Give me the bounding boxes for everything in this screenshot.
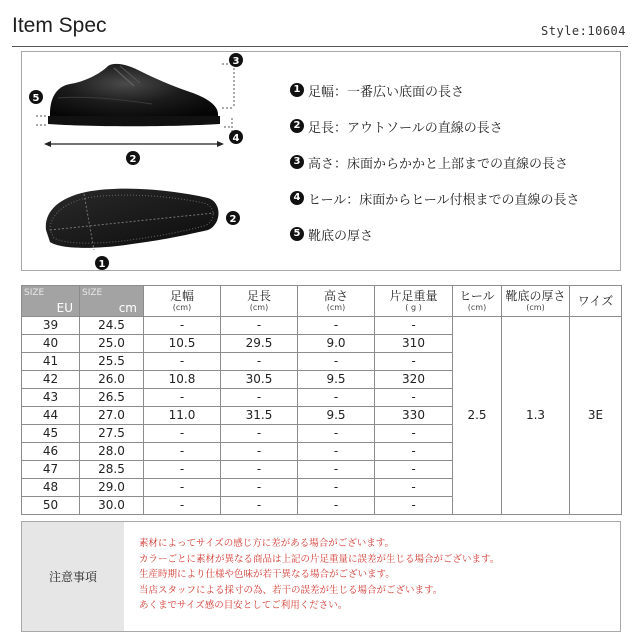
legend-text: 靴底の厚さ	[308, 228, 374, 244]
note-line: あくまでサイズ感の目安としてご利用ください。	[139, 600, 348, 611]
col-header-heel: ヒール (cm)	[453, 286, 502, 317]
col-header-wise: ワイズ	[570, 286, 622, 317]
size-spec-table	[21, 285, 622, 515]
marker-1-icon	[95, 256, 109, 270]
table-row: 40 25.0 10.5 29.5 9.0 310	[22, 335, 622, 353]
sole-thickness-value: 1.3	[502, 317, 570, 515]
legend-text: 高さ：床面からかかと上部までの直線の長さ	[308, 156, 569, 172]
number-1-icon: 1	[290, 83, 304, 97]
svg-text:4: 4	[232, 133, 240, 144]
svg-text:5: 5	[32, 93, 40, 104]
cm-size-header: SIZE cm	[80, 286, 144, 317]
arrow-head-right	[217, 141, 224, 147]
table-row: 48 29.0 - - - -	[22, 479, 622, 497]
table-row: 46 28.0 - - - -	[22, 443, 622, 461]
legend-item-heel	[290, 180, 620, 216]
marker-3-icon	[229, 53, 243, 67]
svg-text:3: 3	[232, 56, 240, 67]
legend-text: 足長：アウトソールの直線の長さ	[308, 120, 503, 136]
style-number: Style:10604	[541, 24, 626, 38]
heel-value: 2.5	[453, 317, 502, 515]
col-header-width: 足幅 (cm)	[144, 286, 221, 317]
svg-text:2: 2	[129, 154, 137, 165]
number-5-icon: 5	[290, 227, 304, 241]
table-row: 47 28.5 - - - -	[22, 461, 622, 479]
notes-label: 注意事項	[22, 522, 124, 631]
legend-item-width	[290, 72, 620, 108]
marker-4-icon	[229, 130, 243, 144]
shoe-side-view	[48, 64, 220, 126]
table-row: 43 26.5 - - - -	[22, 389, 622, 407]
legend-text: 足幅：一番広い底面の長さ	[308, 84, 465, 100]
shoe-diagram	[22, 52, 282, 272]
note-line: 生産時期により仕様や色味が若干異なる場合がございます。	[139, 569, 395, 580]
table-row: 39 24.5 - - - - 2.5 1.3 3E	[22, 317, 622, 335]
note-line: 素材によってサイズの感じ方に差がある場合がございます。	[139, 538, 394, 549]
note-line: 当店スタッフによる採寸の為、若干の誤差が生じる場合がございます。	[139, 584, 443, 596]
table-row: 41 25.5 - - - -	[22, 353, 622, 371]
col-header-weight: 片足重量 ( g )	[375, 286, 453, 317]
arrow-head-left	[44, 141, 51, 147]
table-header-row	[22, 286, 622, 317]
marker-5-icon	[29, 90, 43, 104]
title-divider	[12, 46, 628, 47]
svg-text:2: 2	[229, 214, 237, 225]
legend-item-height	[290, 144, 620, 180]
legend-item-length	[290, 108, 620, 144]
page-title: Item Spec	[12, 14, 107, 37]
table-row: 44 27.0 11.0 31.5 9.5 330	[22, 407, 622, 425]
number-3-icon: 3	[290, 155, 304, 169]
measurement-guide	[21, 51, 621, 271]
svg-text:1: 1	[98, 259, 106, 270]
col-header-sole: 靴底の厚さ (cm)	[502, 286, 570, 317]
number-4-icon: 4	[290, 191, 304, 205]
note-line: カラーごとに素材が異なる商品は上記の片足重量に誤差が生じる場合がございます。	[139, 553, 500, 565]
col-header-length: 足長 (cm)	[221, 286, 298, 317]
table-row: 50 30.0 - - - -	[22, 497, 622, 515]
marker-2-sole-icon	[226, 211, 240, 225]
notes-box	[21, 521, 621, 632]
legend-item-sole	[290, 216, 620, 252]
notes-body	[124, 522, 620, 631]
table-row: 45 27.5 - - - -	[22, 425, 622, 443]
marker-2-side-icon	[126, 151, 140, 165]
eu-size-header: SIZE EU	[22, 286, 80, 317]
table-row: 42 26.0 10.8 30.5 9.5 320	[22, 371, 622, 389]
measurement-legend	[290, 72, 620, 252]
shoe-sole-view	[46, 189, 219, 248]
col-header-height: 高さ (cm)	[298, 286, 375, 317]
legend-text: ヒール：床面からヒール付根までの直線の長さ	[308, 192, 580, 208]
number-2-icon: 2	[290, 119, 304, 133]
wise-value: 3E	[570, 317, 622, 515]
